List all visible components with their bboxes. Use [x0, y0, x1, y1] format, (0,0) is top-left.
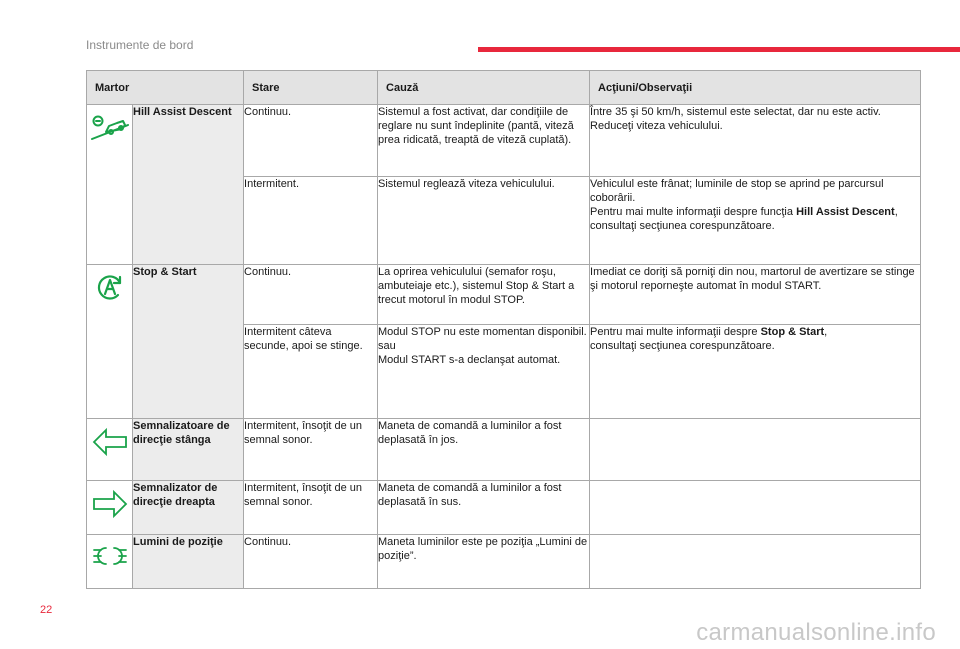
column-header-actiuni: Acţiuni/Observaţii	[590, 71, 921, 105]
state-cell: Intermitent câteva secunde, apoi se stinge.	[244, 325, 378, 419]
action-cell	[590, 419, 921, 481]
action-cell	[590, 177, 921, 265]
position-lights-icon	[92, 543, 128, 569]
arrow-left-icon	[92, 427, 128, 457]
cause-cell: Sistemul a fost activat, dar condiţiile de reglare nu sunt îndeplinite (pantă, viteză prea ridicată, treaptă de viteză cuplată).	[378, 105, 590, 177]
action-cell	[590, 481, 921, 535]
action-text-end: , consultaţi secţiunea corespunzătoare.	[590, 326, 828, 352]
header-accent-bar	[478, 47, 960, 52]
action-bold-text: Stop & Start	[760, 326, 825, 338]
indicator-icon-cell	[87, 535, 133, 589]
cause-cell: Maneta de comandă a luminilor a fost deplasată în jos.	[378, 419, 590, 481]
indicator-name: Stop & Start	[133, 265, 244, 419]
page-number: 22	[40, 604, 53, 616]
indicator-name: Semnalizatoare de direcţie stânga	[133, 419, 244, 481]
watermark: carmanualsonline.info	[696, 619, 936, 646]
state-cell: Intermitent, însoţit de un semnal sonor.	[244, 481, 378, 535]
action-cell: Imediat ce doriţi să porniţi din nou, martorul de avertizare se stinge şi motorul reporneşte automat în modul START.	[590, 265, 921, 325]
cause-cell: Modul STOP nu este momentan disponibil. sau Modul START s-a declanşat automat.	[378, 325, 590, 419]
action-cell	[590, 535, 921, 589]
indicator-name: Hill Assist Descent	[133, 105, 244, 265]
action-cell: Între 35 şi 50 km/h, sistemul este selectat, dar nu este activ. Reduceţi viteza vehiculului.	[590, 105, 921, 177]
hill-descent-icon	[90, 113, 130, 141]
warning-lights-table	[86, 70, 921, 589]
state-cell: Continuu.	[244, 265, 378, 325]
column-header-stare: Stare	[244, 71, 378, 105]
table-row	[87, 481, 921, 535]
state-cell: Continuu.	[244, 105, 378, 177]
indicator-icon-cell	[87, 481, 133, 535]
arrow-right-icon	[92, 489, 128, 519]
state-cell: Continuu.	[244, 535, 378, 589]
cause-cell: Sistemul reglează viteza vehiculului.	[378, 177, 590, 265]
cause-cell: Maneta de comandă a luminilor a fost deplasată în sus.	[378, 481, 590, 535]
section-title: Instrumente de bord	[86, 38, 194, 52]
table-row	[87, 419, 921, 481]
indicator-icon-cell	[87, 105, 133, 265]
table-row	[87, 265, 921, 325]
indicator-name: Lumini de poziţie	[133, 535, 244, 589]
action-text: Vehiculul este frânat; luminile de stop se aprind pe parcursul coborârii. Pentru mai multe informaţii despre funcţia	[590, 178, 884, 218]
stop-start-auto-icon	[95, 273, 125, 301]
action-bold-text: Hill Assist Descent	[796, 206, 895, 218]
indicator-icon-cell	[87, 265, 133, 419]
column-header-cauza: Cauză	[378, 71, 590, 105]
cause-cell: Maneta luminilor este pe poziţia „Lumini de poziţie”.	[378, 535, 590, 589]
table-row	[87, 535, 921, 589]
cause-cell: La oprirea vehiculului (semafor roşu, ambuteiaje etc.), sistemul Stop & Start a trecut motorul în modul STOP.	[378, 265, 590, 325]
table-header-row	[87, 71, 921, 105]
column-header-martor: Martor	[87, 71, 244, 105]
indicator-icon-cell	[87, 419, 133, 481]
indicator-name: Semnalizator de direcţie dreapta	[133, 481, 244, 535]
action-cell	[590, 325, 921, 419]
state-cell: Intermitent.	[244, 177, 378, 265]
action-text: Pentru mai multe informaţii despre	[590, 326, 761, 338]
table-row	[87, 105, 921, 177]
action-text-end: , consultaţi secţiunea corespunzătoare.	[590, 206, 898, 232]
state-cell: Intermitent, însoţit de un semnal sonor.	[244, 419, 378, 481]
